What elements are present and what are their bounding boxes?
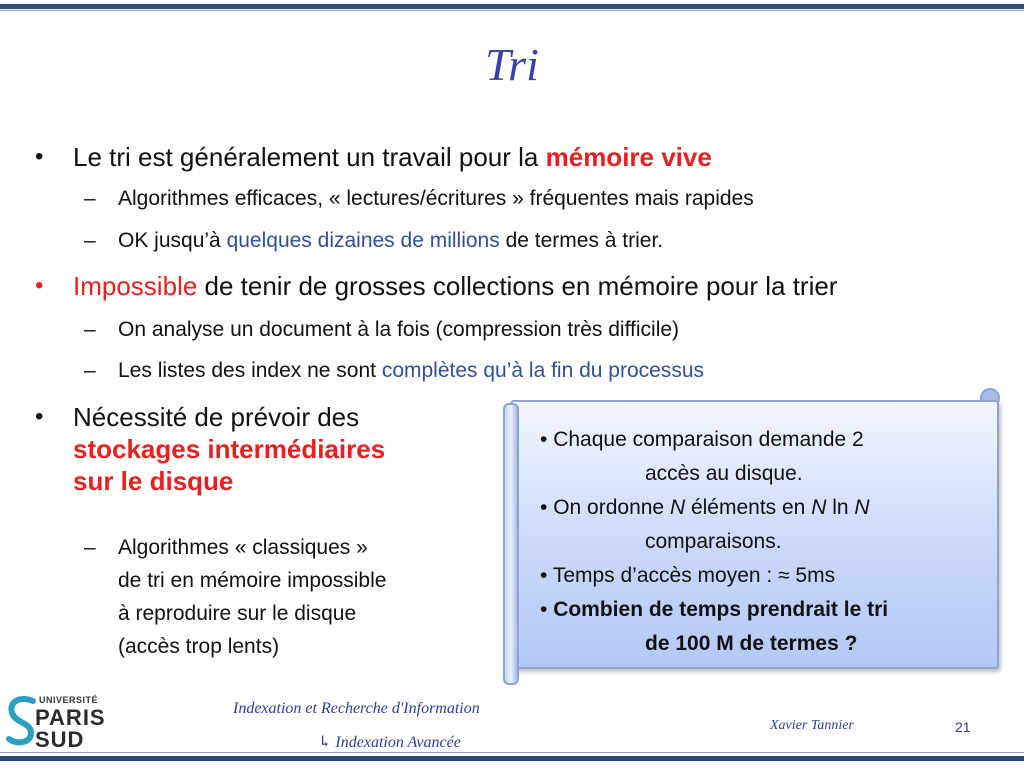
callout-item-2-ln: ln — [826, 496, 855, 519]
bullet-1-emphasis: mémoire vive — [545, 142, 712, 172]
arrow-icon: ↳ — [318, 734, 332, 751]
callout-item-2-n: N — [854, 496, 870, 519]
scroll-rod-icon — [503, 403, 519, 685]
footer-section — [318, 732, 461, 752]
bullet-1-sub-1-text: Algorithmes efficaces, « lectures/écritures » fréquentes mais rapides — [118, 187, 754, 210]
bullet-1-sub-2-post: de termes à trier. — [499, 229, 664, 252]
callout-item-4-line-2: de 100 M de termes ? — [645, 632, 858, 655]
callout-item-4-line-1: Combien de temps prendrait le tri — [553, 598, 889, 621]
bullet-2-sub-1 — [84, 317, 680, 343]
callout-item-3: • Temps d’accès moyen : ≈ 5ms — [540, 564, 836, 587]
bullet-2-emphasis: Impossible — [73, 271, 198, 301]
bullet-3-emphasis-line-2: stockages intermédiaires — [73, 434, 386, 464]
callout-item-1-line-1: Chaque comparaison demande 2 — [553, 428, 864, 451]
slide-title: Tri — [485, 39, 539, 90]
bullet-3-line-1: Nécessité de prévoir des — [73, 402, 360, 432]
logo-sud: SUD — [35, 727, 85, 752]
bullet-2-sub-2-pre: Les listes des index ne sont — [118, 359, 382, 382]
callout-item-2-mid: éléments en — [685, 496, 812, 519]
bullet-1 — [35, 141, 712, 173]
university-logo — [5, 693, 125, 753]
dash-icon: – — [84, 187, 96, 210]
callout-item-2-n: N — [811, 496, 827, 519]
bullet-1-sub-1 — [84, 186, 754, 212]
dash-icon: – — [84, 359, 96, 382]
callout-item-1: • Chaque comparaison demande 2 — [540, 428, 864, 451]
bullet-2-sub-2 — [84, 358, 705, 384]
bullet-3-sub-1-line-4: (accès trop lents) — [118, 635, 280, 658]
bullet-1-text: Le tri est généralement un travail pour la — [73, 142, 546, 172]
logo-paris: PARIS — [35, 705, 106, 730]
logo-s-icon — [5, 693, 39, 751]
footer-author: Xavier Tannier — [770, 718, 854, 733]
bottom-border-thin — [0, 752, 1024, 753]
bullet-1-sub-2 — [84, 228, 664, 254]
scroll-callout-text — [540, 423, 980, 661]
bullet-2-sub-1-text: On analyse un document à la fois (compression très difficile) — [118, 318, 680, 341]
page-number: 21 — [955, 719, 971, 735]
callout-item-2-line-2: comparaisons. — [645, 530, 782, 553]
bullet-1-sub-2-pre: OK jusqu’à — [118, 229, 227, 252]
bullet-3-emphasis-line-3: sur le disque — [73, 466, 234, 496]
bullet-dot-icon: • — [35, 143, 44, 170]
callout-item-3-text: Temps d’accès moyen : ≈ 5ms — [552, 564, 836, 587]
bullet-dot-icon: • — [35, 272, 44, 299]
bullet-3 — [35, 401, 386, 497]
top-border — [0, 4, 1024, 9]
callout-item-1-line-2: accès au disque. — [645, 462, 803, 485]
footer-section-label: Indexation Avancée — [335, 734, 461, 751]
callout-item-2-n: N — [669, 496, 686, 519]
bottom-border — [0, 756, 1024, 761]
dash-icon: – — [84, 536, 96, 559]
bullet-3-sub-1-line-1: Algorithmes « classiques » — [118, 536, 368, 559]
dash-icon: – — [84, 318, 96, 341]
callout-item-2: • On ordonne N éléments en N ln N — [540, 496, 870, 519]
bullet-3-sub-1 — [84, 531, 387, 663]
footer-course-title: Indexation et Recherche d'Information — [233, 700, 480, 717]
bullet-2 — [35, 270, 838, 302]
dash-icon: – — [84, 229, 96, 252]
bullet-3-sub-1-line-2: de tri en mémoire impossible — [118, 569, 387, 592]
bullet-dot-icon: • — [35, 403, 44, 430]
logo-university-label: UNIVERSITÉ — [39, 695, 99, 705]
bullet-2-text: de tenir de grosses collections en mémoire pour la trier — [197, 271, 838, 301]
bullet-1-sub-2-highlight: quelques dizaines de millions — [226, 229, 500, 252]
bullet-2-sub-2-highlight: complètes qu’à la fin du processus — [381, 359, 705, 382]
callout-item-2-pre: On ordonne — [553, 496, 670, 519]
bullet-3-sub-1-line-3: à reproduire sur le disque — [118, 602, 357, 625]
callout-item-4: • Combien de temps prendrait le tri — [540, 598, 889, 621]
top-border-thin — [0, 10, 1024, 11]
